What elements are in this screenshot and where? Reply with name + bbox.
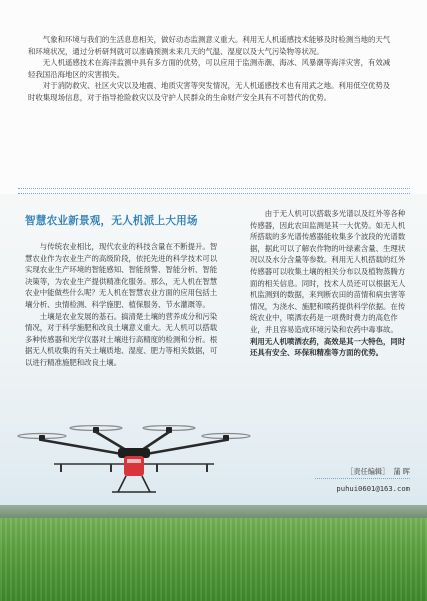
left-column	[25, 241, 221, 369]
editor-label: ［责任编辑］	[346, 467, 390, 476]
paragraph: 气象和环境与我们的生活息息相关，做好动态监测意义重大。利用无人机遥感技术能够及时检测当地的天气和环境状况，通过分析研判就可以准确预测未来几天的气温、湿度以及大气污染物等状况。	[28, 35, 391, 56]
editor-credit	[315, 467, 410, 493]
paragraph: 无人机遥感技术在海洋监测中具有多方面的优势，可以应用于监测赤潮、海冰、风暴潮等海洋灾害，有效减轻我国沿海地区的灾害损失。	[28, 58, 391, 79]
field-rows	[0, 518, 427, 601]
section-heading: 智慧农业新景观，无人机派上大用场	[25, 215, 198, 227]
paragraph: 与传统农业相比，现代农业的科技含量在不断提升。智慧农业作为农业生产的高级阶段，依托先进的科学技术可以实现农业生产环境的智能感知、智能预警、智能分析、智能决策等，为农业生产提供精准化服务。那么，无人机在智慧农业中能做些什么呢？无人机在智慧农业方面的应用包括土壤分析、虫情检测、科学施肥、植保服务、节水灌溉等。	[25, 242, 218, 309]
bold-paragraph: 利用无人机喷洒农药，高效是其一大特色，同时还具有安全、环保和精准等方面的优势。	[250, 336, 406, 358]
paragraph: 土壤是农业发展的基石。搞清楚土壤的营养成分和污染情况，对于科学施肥和改良土壤意义重大。无人机可以搭载多种传感器和光学仪器对土壤进行高精度的检测和分析。根据无人机收集的有关土壤质地、湿度、肥力等相关数据，可以进行精准施肥和改良土壤。	[25, 311, 218, 367]
editor-name: 蒲 晖	[393, 467, 410, 476]
paragraph: 对于消防救灾、社区火灾以及地震、地质灾害等突发情况，无人机遥感技术也有用武之地。利用低空优势及时收集现场信息，对于指导抢险救灾以及守护人民群众的生命财产安全具有不可替代的优势。	[28, 81, 391, 102]
editor-email: puhui0601@163.com	[336, 484, 410, 493]
intro-text-block	[28, 34, 392, 104]
agricultural-drone-image	[14, 418, 264, 518]
right-column	[250, 208, 406, 359]
paragraph: 由于无人机可以搭载多光谱以及红外等各种传感器，因此农田监测是其一大优势。如无人机所搭载的多光谱传感器能收集多个波段的光谱数据，据此可以了解农作物的叶绿素含量、生理状况以及水分含量等参数。利用无人机搭载的红外传感器可以收集土壤的相关分布以及植物蒸腾方面的相关信息。同时，技术人员还可以根据无人机监测到的数据，来判断农田的苗情和病虫害等情况，为浇水、施肥和喷药提供科学依据。在传统农业中，喷洒农药是一项费时费力的高危作业，并且容易造成环境污染和农药中毒事故。	[250, 209, 406, 334]
